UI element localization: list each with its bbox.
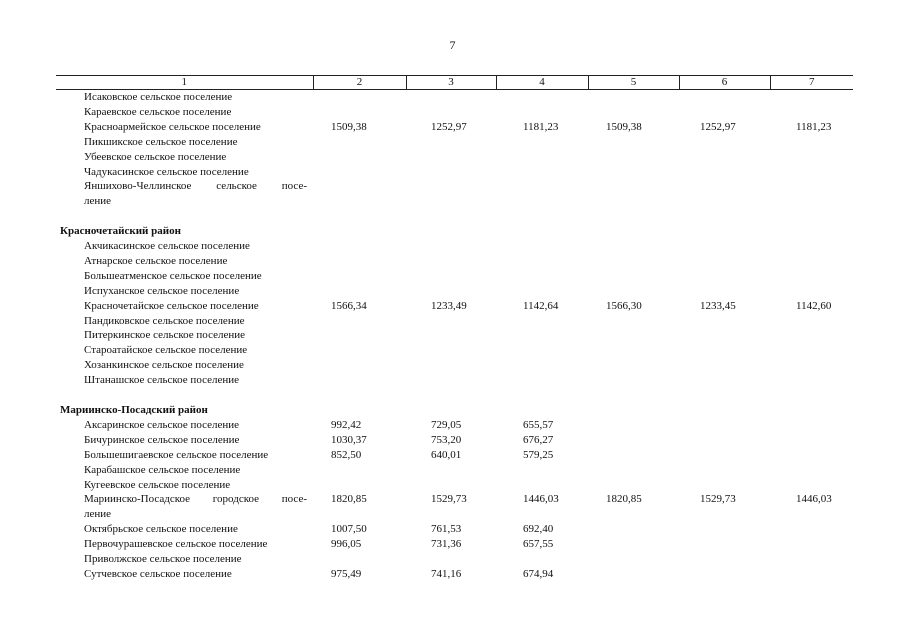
table-header bbox=[56, 76, 853, 90]
table-row bbox=[56, 552, 853, 567]
value-col-7 bbox=[770, 537, 853, 552]
value-col-6 bbox=[679, 358, 770, 373]
table-row bbox=[56, 120, 853, 135]
value-col-4 bbox=[496, 239, 588, 254]
value-col-2: 1007,50 bbox=[331, 523, 367, 536]
value-col-3 bbox=[406, 284, 496, 299]
value-col-7 bbox=[770, 358, 853, 373]
table-row bbox=[56, 328, 853, 343]
column-header-6: 6 bbox=[679, 76, 770, 90]
settlement-name: Аксаринское сельское поселение bbox=[84, 418, 240, 431]
value-col-6 bbox=[679, 567, 770, 582]
value-col-3 bbox=[406, 463, 496, 478]
value-col-5: 1509,38 bbox=[606, 120, 642, 133]
value-col-2: 1566,34 bbox=[331, 299, 367, 312]
settlement-name bbox=[56, 492, 313, 522]
table-row bbox=[56, 478, 853, 493]
value-col-3 bbox=[406, 254, 496, 269]
value-col-5 bbox=[588, 522, 679, 537]
value-col-3 bbox=[406, 90, 496, 105]
value-col-4: 579,25 bbox=[523, 448, 554, 461]
value-col-7: 1446,03 bbox=[796, 493, 832, 506]
value-col-5 bbox=[588, 314, 679, 329]
value-col-5 bbox=[588, 269, 679, 284]
value-col-7 bbox=[770, 373, 853, 388]
table-row bbox=[56, 150, 853, 165]
table-row bbox=[56, 418, 853, 433]
value-col-7 bbox=[770, 239, 853, 254]
district-row bbox=[56, 403, 853, 418]
settlement-name: Акчикасинское сельское поселение bbox=[84, 240, 250, 253]
value-col-4: 676,27 bbox=[523, 433, 554, 446]
settlement-name: Хозанкинское сельское поселение bbox=[84, 359, 244, 372]
settlement-name: Староатайское сельское поселение bbox=[84, 344, 248, 357]
value-col-5 bbox=[588, 567, 679, 582]
value-col-6 bbox=[679, 179, 770, 209]
value-col-3: 729,05 bbox=[431, 418, 462, 431]
value-col-6 bbox=[679, 328, 770, 343]
value-col-5 bbox=[588, 135, 679, 150]
value-col-6 bbox=[679, 463, 770, 478]
column-header-5: 5 bbox=[588, 76, 679, 90]
table-row bbox=[56, 284, 853, 299]
value-col-5 bbox=[588, 239, 679, 254]
settlement-name bbox=[56, 179, 313, 209]
value-col-7 bbox=[770, 105, 853, 120]
spacer-cell bbox=[56, 388, 853, 403]
value-col-3: 753,20 bbox=[431, 433, 462, 446]
settlement-name-line: ление bbox=[84, 195, 112, 208]
settlement-name: Большешигаевское сельское поселение bbox=[84, 448, 269, 461]
value-col-4: 674,94 bbox=[523, 567, 554, 580]
value-col-7: 1181,23 bbox=[796, 120, 832, 133]
value-col-6 bbox=[679, 150, 770, 165]
value-col-2: 992,42 bbox=[331, 418, 362, 431]
value-col-5 bbox=[588, 358, 679, 373]
table-row bbox=[56, 269, 853, 284]
table-row bbox=[56, 254, 853, 269]
value-col-6 bbox=[679, 90, 770, 105]
value-col-2 bbox=[313, 328, 406, 343]
settlement-name: Кугеевское сельское поселение bbox=[84, 478, 231, 491]
value-col-6 bbox=[679, 135, 770, 150]
value-col-4 bbox=[496, 358, 588, 373]
settlement-name: Большеатменское сельское поселение bbox=[84, 269, 262, 282]
value-col-6 bbox=[679, 284, 770, 299]
value-col-6 bbox=[679, 165, 770, 180]
settlement-name: Испуханское сельское поселение bbox=[84, 284, 240, 297]
column-header-4: 4 bbox=[496, 76, 588, 90]
value-col-6 bbox=[679, 478, 770, 493]
value-col-6 bbox=[679, 269, 770, 284]
settlement-name: Питеркинское сельское поселение bbox=[84, 329, 245, 342]
value-col-7 bbox=[770, 463, 853, 478]
settlement-name-line: ление bbox=[84, 508, 112, 521]
value-col-7 bbox=[770, 254, 853, 269]
value-col-4: 1446,03 bbox=[523, 493, 559, 506]
value-col-5 bbox=[588, 478, 679, 493]
column-header-3: 3 bbox=[406, 76, 496, 90]
value-col-7 bbox=[770, 418, 853, 433]
value-col-4 bbox=[496, 269, 588, 284]
value-col-2: 852,50 bbox=[331, 448, 362, 461]
value-col-7 bbox=[770, 269, 853, 284]
value-col-7 bbox=[770, 314, 853, 329]
table-body bbox=[56, 90, 853, 582]
value-col-5 bbox=[588, 552, 679, 567]
table-row bbox=[56, 433, 853, 448]
spacer-row bbox=[56, 388, 853, 403]
value-col-4 bbox=[496, 90, 588, 105]
value-col-2 bbox=[313, 135, 406, 150]
value-col-5 bbox=[588, 179, 679, 209]
value-col-4 bbox=[496, 179, 588, 209]
value-col-5 bbox=[588, 150, 679, 165]
table-row bbox=[56, 373, 853, 388]
value-col-3 bbox=[406, 269, 496, 284]
value-col-5 bbox=[588, 373, 679, 388]
value-col-2 bbox=[313, 239, 406, 254]
value-col-2: 975,49 bbox=[331, 567, 362, 580]
settlement-name: Атнарское сельское поселение bbox=[84, 254, 228, 267]
table-row bbox=[56, 165, 853, 180]
value-col-2 bbox=[313, 478, 406, 493]
value-col-5 bbox=[588, 343, 679, 358]
settlement-name: Штанашское сельское поселение bbox=[84, 374, 240, 387]
column-header-2: 2 bbox=[313, 76, 406, 90]
value-col-3 bbox=[406, 239, 496, 254]
value-col-6 bbox=[679, 522, 770, 537]
value-col-3 bbox=[406, 478, 496, 493]
settlement-name-line: Яншихово-Челлинское сельское посе- bbox=[84, 180, 307, 193]
value-col-5 bbox=[588, 463, 679, 478]
value-col-4 bbox=[496, 284, 588, 299]
value-col-7 bbox=[770, 150, 853, 165]
value-col-2 bbox=[313, 269, 406, 284]
column-header-1: 1 bbox=[56, 76, 313, 90]
settlement-name: Чадукасинское сельское поселение bbox=[84, 165, 249, 178]
value-col-4 bbox=[496, 254, 588, 269]
table-row bbox=[56, 314, 853, 329]
district-heading: Красночетайский район bbox=[60, 225, 181, 238]
value-col-6 bbox=[679, 254, 770, 269]
table-row bbox=[56, 90, 853, 105]
value-col-5 bbox=[588, 418, 679, 433]
table-row bbox=[56, 179, 853, 209]
value-col-7 bbox=[770, 328, 853, 343]
column-header-7: 7 bbox=[770, 76, 853, 90]
value-col-3 bbox=[406, 343, 496, 358]
settlements-table bbox=[56, 75, 853, 582]
value-col-7 bbox=[770, 433, 853, 448]
value-col-5 bbox=[588, 433, 679, 448]
value-col-4 bbox=[496, 373, 588, 388]
value-col-3 bbox=[406, 165, 496, 180]
settlement-name: Красноармейское сельское поселение bbox=[84, 120, 261, 133]
value-col-3: 640,01 bbox=[431, 448, 462, 461]
value-col-2 bbox=[313, 165, 406, 180]
table-row bbox=[56, 239, 853, 254]
value-col-7 bbox=[770, 179, 853, 209]
value-col-3 bbox=[406, 150, 496, 165]
settlement-name: Убеевское сельское поселение bbox=[84, 150, 227, 163]
value-col-5 bbox=[588, 105, 679, 120]
value-col-6: 1252,97 bbox=[700, 120, 736, 133]
table-row bbox=[56, 135, 853, 150]
settlement-name: Караевское сельское поселение bbox=[84, 105, 232, 118]
table-row bbox=[56, 537, 853, 552]
value-col-7 bbox=[770, 165, 853, 180]
value-col-5 bbox=[588, 328, 679, 343]
district-row bbox=[56, 224, 853, 239]
value-col-6 bbox=[679, 537, 770, 552]
value-col-6: 1233,45 bbox=[700, 299, 736, 312]
value-col-6 bbox=[679, 448, 770, 463]
value-col-5 bbox=[588, 537, 679, 552]
settlement-name: Карабашское сельское поселение bbox=[84, 463, 241, 476]
value-col-7 bbox=[770, 343, 853, 358]
value-col-2 bbox=[313, 314, 406, 329]
value-col-3: 1529,73 bbox=[431, 493, 467, 506]
value-col-2 bbox=[313, 358, 406, 373]
value-col-3 bbox=[406, 314, 496, 329]
value-col-2: 996,05 bbox=[331, 538, 362, 551]
value-col-6 bbox=[679, 239, 770, 254]
value-col-3: 1233,49 bbox=[431, 299, 467, 312]
value-col-2 bbox=[313, 552, 406, 567]
value-col-7 bbox=[770, 135, 853, 150]
value-col-4: 692,40 bbox=[523, 523, 554, 536]
value-col-3: 741,16 bbox=[431, 567, 462, 580]
value-col-3 bbox=[406, 358, 496, 373]
value-col-4 bbox=[496, 150, 588, 165]
settlement-name: Красночетайское сельское поселение bbox=[84, 299, 259, 312]
value-col-3 bbox=[406, 179, 496, 209]
value-col-7 bbox=[770, 567, 853, 582]
spacer-row bbox=[56, 209, 853, 224]
spacer-cell bbox=[56, 209, 853, 224]
value-col-4 bbox=[496, 328, 588, 343]
value-col-3 bbox=[406, 373, 496, 388]
settlement-name: Октябрьское сельское поселение bbox=[84, 523, 238, 536]
value-col-2 bbox=[313, 105, 406, 120]
value-col-2 bbox=[313, 254, 406, 269]
value-col-3 bbox=[406, 135, 496, 150]
table-row bbox=[56, 492, 853, 522]
value-col-2: 1820,85 bbox=[331, 493, 367, 506]
table-row bbox=[56, 105, 853, 120]
value-col-4 bbox=[496, 552, 588, 567]
value-col-5 bbox=[588, 254, 679, 269]
value-col-2 bbox=[313, 373, 406, 388]
value-col-6 bbox=[679, 105, 770, 120]
value-col-4: 657,55 bbox=[523, 538, 554, 551]
value-col-3 bbox=[406, 552, 496, 567]
value-col-2 bbox=[313, 343, 406, 358]
value-col-2 bbox=[313, 463, 406, 478]
value-col-4 bbox=[496, 105, 588, 120]
value-col-7 bbox=[770, 90, 853, 105]
settlement-name: Пикшикское сельское поселение bbox=[84, 135, 238, 148]
value-col-4 bbox=[496, 463, 588, 478]
settlement-name: Сутчевское сельское поселение bbox=[84, 567, 232, 580]
value-col-2 bbox=[313, 179, 406, 209]
value-col-5 bbox=[588, 448, 679, 463]
table-row bbox=[56, 358, 853, 373]
settlement-name: Первочурашевское сельское поселение bbox=[84, 538, 268, 551]
value-col-6 bbox=[679, 418, 770, 433]
value-col-3: 761,53 bbox=[431, 523, 462, 536]
value-col-7 bbox=[770, 478, 853, 493]
table-row bbox=[56, 343, 853, 358]
value-col-6 bbox=[679, 373, 770, 388]
value-col-5: 1820,85 bbox=[606, 493, 642, 506]
value-col-6: 1529,73 bbox=[700, 493, 736, 506]
value-col-3: 1252,97 bbox=[431, 120, 467, 133]
value-col-2 bbox=[313, 90, 406, 105]
value-col-6 bbox=[679, 343, 770, 358]
value-col-4 bbox=[496, 165, 588, 180]
table-row bbox=[56, 448, 853, 463]
settlement-name-line: Мариинско-Посадское городское посе- bbox=[84, 493, 307, 506]
value-col-4 bbox=[496, 135, 588, 150]
value-col-6 bbox=[679, 314, 770, 329]
value-col-3 bbox=[406, 328, 496, 343]
table-row bbox=[56, 463, 853, 478]
value-col-2: 1509,38 bbox=[331, 120, 367, 133]
value-col-3 bbox=[406, 105, 496, 120]
value-col-4 bbox=[496, 478, 588, 493]
settlement-name: Бичуринское сельское поселение bbox=[84, 433, 240, 446]
value-col-4: 655,57 bbox=[523, 418, 554, 431]
table-row bbox=[56, 299, 853, 314]
value-col-5 bbox=[588, 90, 679, 105]
value-col-4 bbox=[496, 343, 588, 358]
value-col-2: 1030,37 bbox=[331, 433, 367, 446]
value-col-7 bbox=[770, 448, 853, 463]
value-col-4: 1181,23 bbox=[523, 120, 559, 133]
value-col-7 bbox=[770, 552, 853, 567]
value-col-2 bbox=[313, 150, 406, 165]
district-heading: Мариинско-Посадский район bbox=[60, 404, 208, 416]
value-col-7: 1142,60 bbox=[796, 299, 832, 312]
value-col-7 bbox=[770, 284, 853, 299]
page-number: 7 bbox=[449, 38, 456, 52]
value-col-5: 1566,30 bbox=[606, 299, 642, 312]
settlement-name: Исаковское сельское поселение bbox=[84, 91, 233, 103]
value-col-7 bbox=[770, 522, 853, 537]
value-col-5 bbox=[588, 165, 679, 180]
value-col-6 bbox=[679, 433, 770, 448]
settlement-name: Пандиковское сельское поселение bbox=[84, 314, 245, 327]
table-row bbox=[56, 522, 853, 537]
settlement-name: Приволжское сельское поселение bbox=[84, 553, 242, 566]
value-col-6 bbox=[679, 552, 770, 567]
value-col-5 bbox=[588, 284, 679, 299]
value-col-4: 1142,64 bbox=[523, 299, 559, 312]
value-col-3: 731,36 bbox=[431, 538, 462, 551]
table-row bbox=[56, 567, 853, 582]
value-col-2 bbox=[313, 284, 406, 299]
value-col-4 bbox=[496, 314, 588, 329]
